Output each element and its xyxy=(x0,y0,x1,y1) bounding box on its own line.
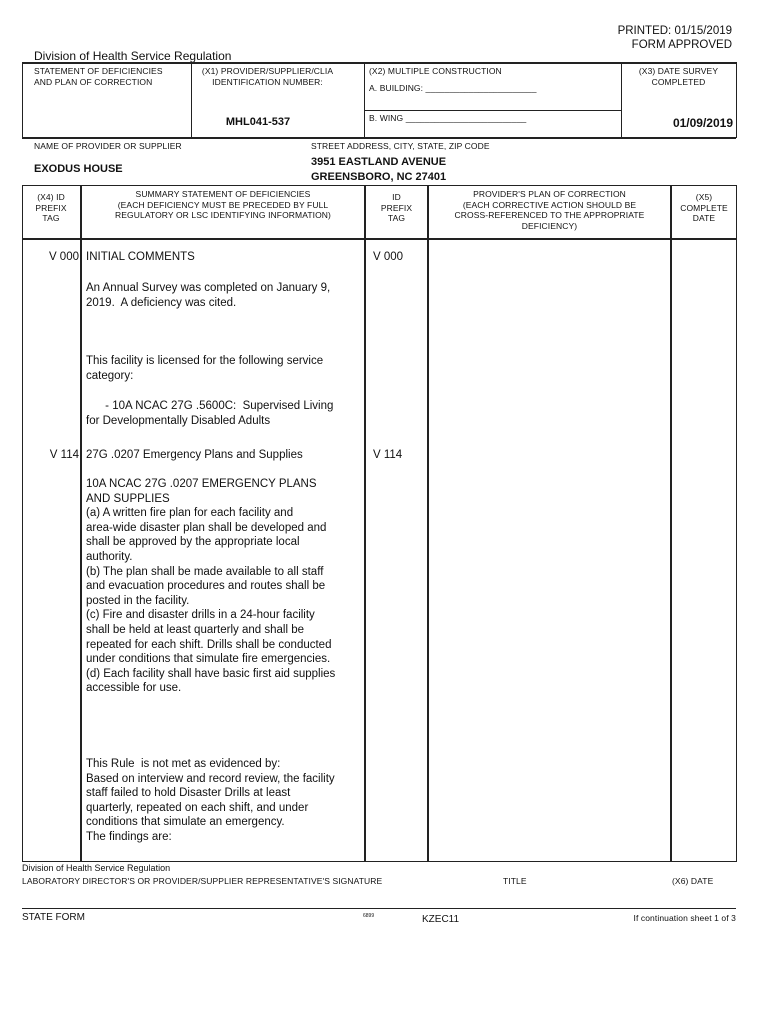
x1-label: (X1) PROVIDER/SUPPLIER/CLIA IDENTIFICATION NUMBER: xyxy=(201,66,334,87)
title-label: TITLE xyxy=(503,876,527,886)
col-x5-header: (X5) COMPLETE DATE xyxy=(680,192,728,223)
tag-prefix: V 000 xyxy=(48,251,79,263)
tag-id: V 000 xyxy=(373,251,404,263)
state-form-label: STATE FORM xyxy=(22,912,85,923)
column-divider xyxy=(80,185,82,862)
statement-label: STATEMENT OF DEFICIENCIES AND PLAN OF CORRECTION xyxy=(34,66,163,87)
printed-date: PRINTED: 01/15/2019 xyxy=(617,25,732,37)
provider-name: EXODUS HOUSE xyxy=(34,163,123,175)
address-label: STREET ADDRESS, CITY, STATE, ZIP CODE xyxy=(311,141,490,151)
regulation-text: 10A NCAC 27G .0207 EMERGENCY PLANS AND SUPPLIES (a) A written fire plan for each facility and area-wide disaster plan shall be developed and shall be approved by the appropriate local authority. (b) The plan shall be made available to all staff and evacuation procedures and routes shall be posted in the facility. (c) Fire and disaster drills in a 24-hour facility shall be held at least quarterly and shall be repeated for each shift. Drills shall be conducted under conditions that simulate fire emergencies. (d) Each facility shall have basic first aid supplies accessible for use. xyxy=(86,478,336,695)
footer-agency: Division of Health Service Regulation xyxy=(22,863,171,873)
paragraph: An Annual Survey was completed on January 9, 2019. A deficiency was cited. xyxy=(86,282,331,309)
findings-text: This Rule is not met as evidenced by: Based on interview and record review, the facility staff failed to hold Disaster Drills at least quarterly, repeated on each shift, and under conditions that simulate an emergency. The findings are: xyxy=(86,758,335,843)
continuation-sheet: If continuation sheet 1 of 3 xyxy=(633,913,736,923)
col-id-header: ID PREFIX TAG xyxy=(380,192,413,223)
tag-prefix: V 114 xyxy=(49,449,79,461)
provider-name-label: NAME OF PROVIDER OR SUPPLIER xyxy=(34,141,182,151)
top-table-border xyxy=(22,62,736,64)
signature-label: LABORATORY DIRECTOR'S OR PROVIDER/SUPPLIER REPRESENTATIVE'S SIGNATURE xyxy=(22,876,383,886)
wing-field: B. WING _________________________ xyxy=(369,113,527,123)
entry-title: 27G .0207 Emergency Plans and Supplies xyxy=(86,449,303,461)
x3-label: (X3) DATE SURVEY COMPLETED xyxy=(638,66,719,87)
form-code: 6899 xyxy=(363,913,375,919)
agency-title: Division of Health Service Regulation xyxy=(34,49,232,63)
x2-label: (X2) MULTIPLE CONSTRUCTION xyxy=(369,66,502,76)
provider-address: 3951 EASTLAND AVENUE GREENSBORO, NC 27401 xyxy=(311,156,447,183)
survey-completed-date: 01/09/2019 xyxy=(672,116,733,130)
col-plan-header: PROVIDER'S PLAN OF CORRECTION (EACH CORRECTIVE ACTION SHOULD BE CROSS-REFERENCED TO THE APPROPRIATE DEFICIENCY) xyxy=(454,189,645,231)
form-status: FORM APPROVED xyxy=(631,39,732,51)
paragraph: - 10A NCAC 27G .5600C: Supervised Living for Developmentally Disabled Adults xyxy=(86,400,334,427)
provider-id-number: MHL041-537 xyxy=(225,116,291,128)
building-field: A. BUILDING: _______________________ xyxy=(369,83,537,93)
tag-id: V 114 xyxy=(373,449,403,461)
paragraph: This facility is licensed for the following service category: xyxy=(86,355,324,382)
date-label: (X6) DATE xyxy=(672,876,714,886)
col-x4-header: (X4) ID PREFIX TAG xyxy=(35,192,67,223)
entry-title: INITIAL COMMENTS xyxy=(86,251,195,263)
col-summary-header: SUMMARY STATEMENT OF DEFICIENCIES (EACH DEFICIENCY MUST BE PRECEDED BY FULL REGULATORY OR LSC IDENTIFYING INFORMATION) xyxy=(115,189,331,220)
event-id: KZEC11 xyxy=(422,914,460,925)
